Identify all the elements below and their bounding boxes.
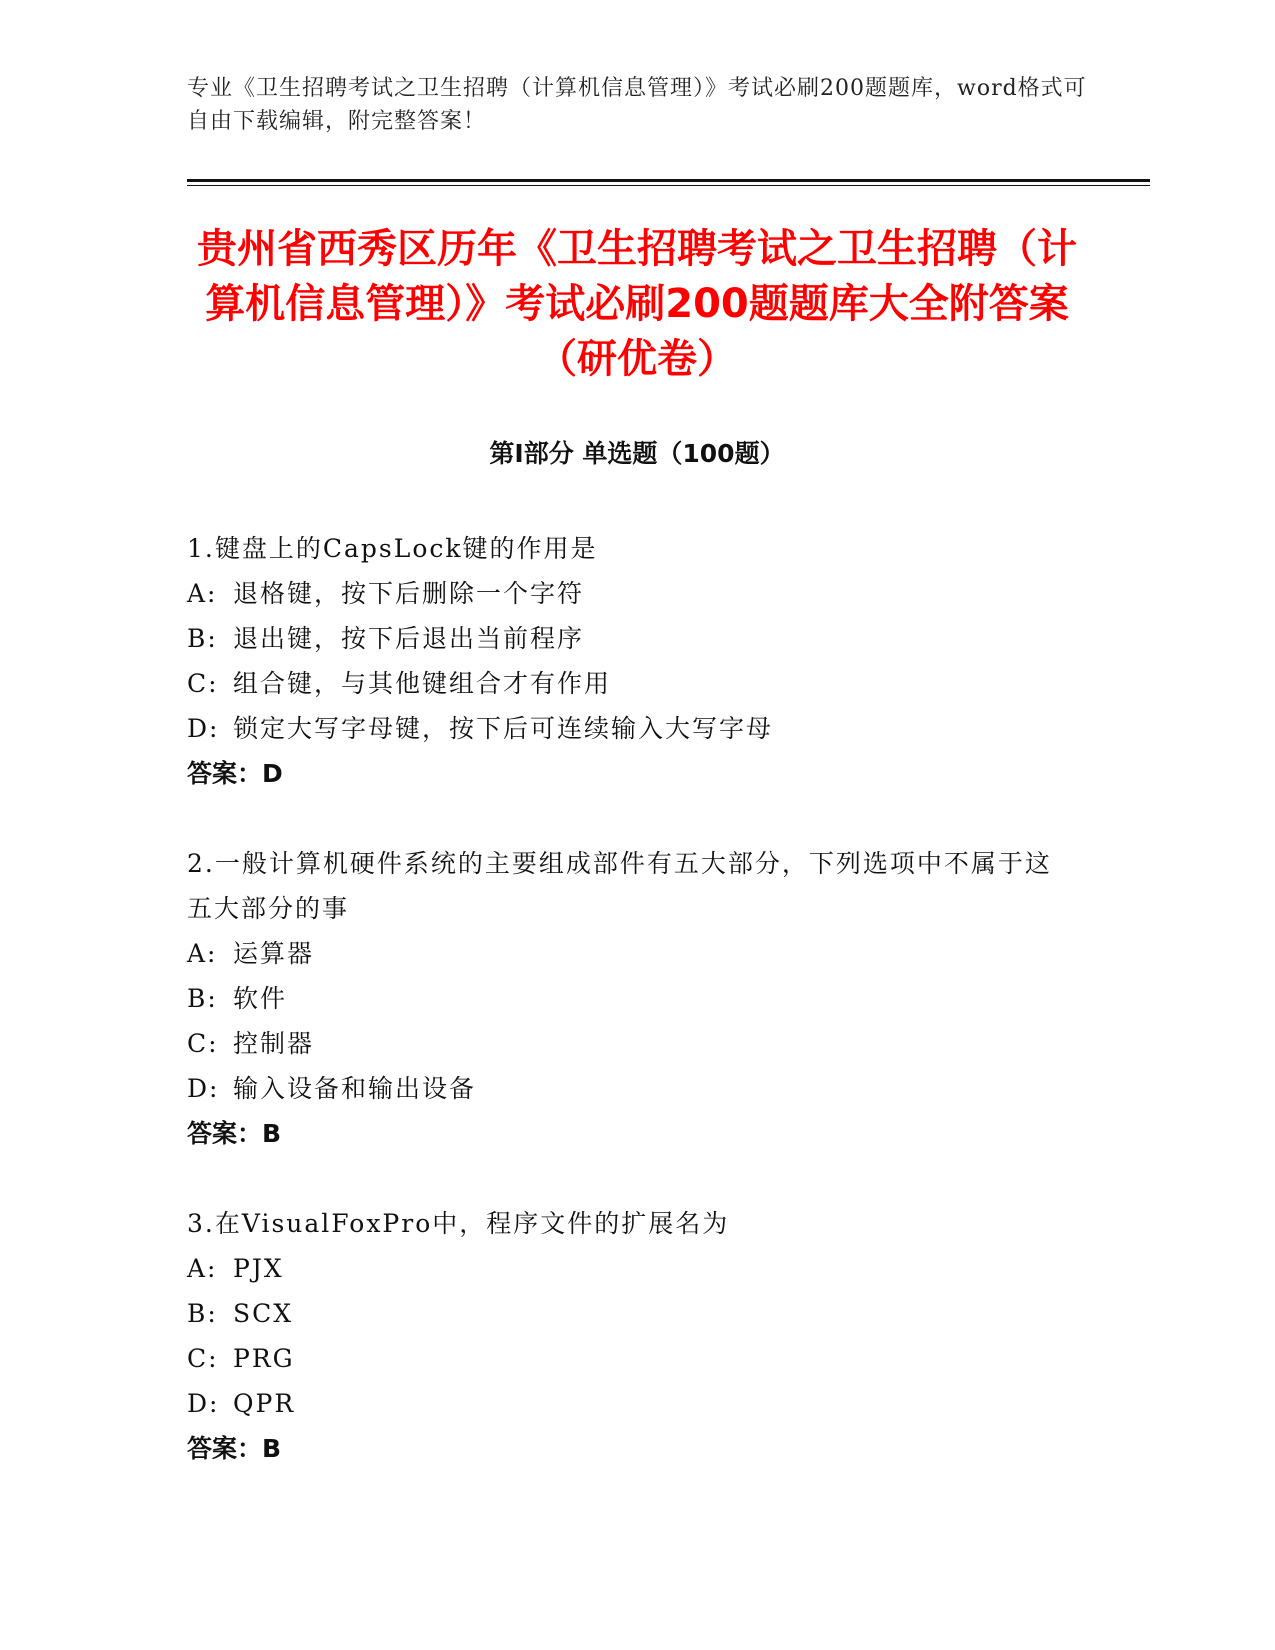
option-letter: D: xyxy=(187,714,220,743)
header-rule-thin xyxy=(187,185,1150,186)
question-1 xyxy=(187,526,1067,796)
option-d xyxy=(187,706,1067,751)
question-2 xyxy=(187,841,1067,1156)
option-d xyxy=(187,1381,1067,1426)
question-list xyxy=(187,526,1067,1516)
option-text: 退格键，按下后删除一个字符 xyxy=(233,579,585,608)
question-stem: 1.键盘上的CapsLock键的作用是 xyxy=(187,534,598,563)
option-a xyxy=(187,571,1067,616)
header-rule-thick xyxy=(187,179,1150,182)
option-c xyxy=(187,661,1067,706)
option-text: 退出键，按下后退出当前程序 xyxy=(233,624,585,653)
option-letter: D: xyxy=(187,1074,220,1103)
option-text: PRG xyxy=(233,1344,295,1373)
option-b xyxy=(187,976,1067,1021)
answer-line: 答案：D xyxy=(187,759,283,788)
option-c xyxy=(187,1021,1067,1066)
option-letter: A: xyxy=(187,1254,218,1283)
option-c xyxy=(187,1336,1067,1381)
option-b xyxy=(187,1291,1067,1336)
option-text: 输入设备和输出设备 xyxy=(233,1074,477,1103)
answer-line: 答案：B xyxy=(187,1434,282,1463)
option-b xyxy=(187,616,1067,661)
question-3 xyxy=(187,1201,1067,1471)
option-text: 控制器 xyxy=(233,1029,315,1058)
option-letter: C: xyxy=(187,1029,219,1058)
option-text: PJX xyxy=(233,1254,284,1283)
option-text: SCX xyxy=(233,1299,294,1328)
option-letter: D: xyxy=(187,1389,220,1418)
option-text: QPR xyxy=(233,1389,296,1418)
document-title: 贵州省西秀区历年《卫生招聘考试之卫生招聘（计算机信息管理）》考试必刷200题题库大全附答案（研优卷） xyxy=(197,226,1077,382)
section-title: 第I部分 单选题（100题） xyxy=(489,439,785,468)
option-letter: B: xyxy=(187,624,218,653)
question-stem: 2.一般计算机硬件系统的主要组成部件有五大部分，下列选项中不属于这五大部分的事 xyxy=(187,849,1052,923)
answer-line: 答案：B xyxy=(187,1119,282,1148)
option-text: 组合键，与其他键组合才有作用 xyxy=(233,669,612,698)
option-letter: C: xyxy=(187,669,219,698)
option-text: 软件 xyxy=(233,984,288,1013)
option-letter: C: xyxy=(187,1344,219,1373)
option-letter: A: xyxy=(187,939,218,968)
header-note: 专业《卫生招聘考试之卫生招聘（计算机信息管理）》考试必刷200题题库，word格式可自由下载编辑，附完整答案！ xyxy=(187,76,1087,134)
question-stem: 3.在VisualFoxPro中，程序文件的扩展名为 xyxy=(187,1209,730,1238)
option-text: 运算器 xyxy=(233,939,315,968)
option-letter: A: xyxy=(187,579,218,608)
option-letter: B: xyxy=(187,1299,218,1328)
option-d xyxy=(187,1066,1067,1111)
option-a xyxy=(187,1246,1067,1291)
option-text: 锁定大写字母键，按下后可连续输入大写字母 xyxy=(233,714,774,743)
option-a xyxy=(187,931,1067,976)
option-letter: B: xyxy=(187,984,218,1013)
